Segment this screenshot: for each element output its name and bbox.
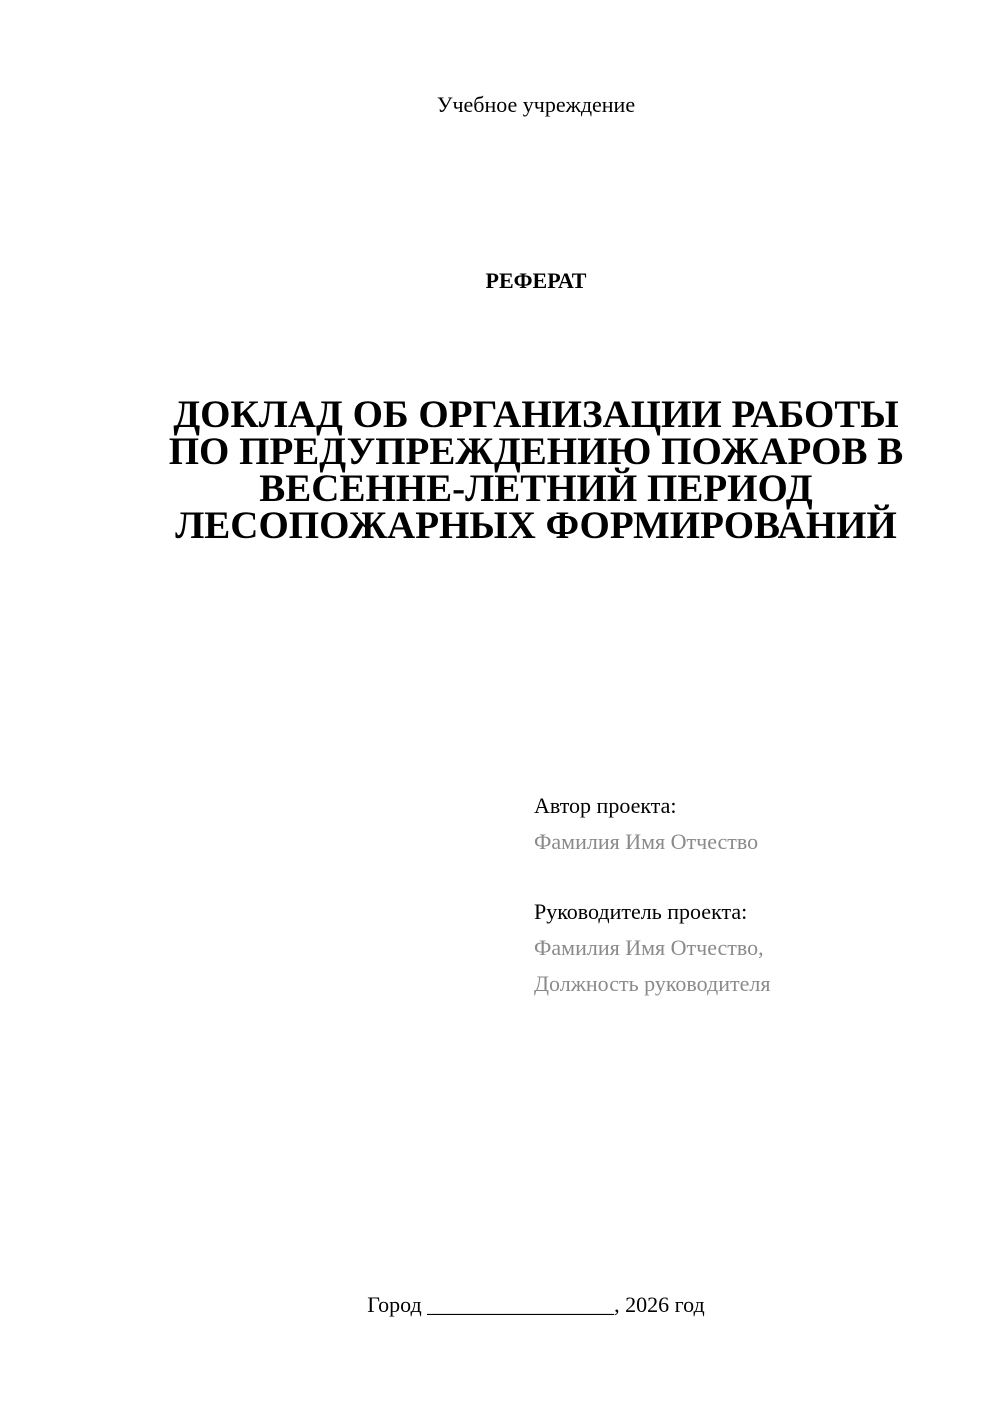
title-line: ВЕСЕННЕ-ЛЕТНИЙ ПЕРИОД [259, 467, 813, 510]
supervisor-label: Руководитель проекта: [534, 899, 748, 924]
title-line: ПО ПРЕДУПРЕЖДЕНИЮ ПОЖАРОВ В [168, 430, 904, 473]
title-line: ДОКЛАД ОБ ОРГАНИЗАЦИИ РАБОТЫ [173, 393, 899, 436]
author-label: Автор проекта: [534, 793, 677, 818]
credits-spacer [534, 860, 974, 894]
author-name: Фамилия Имя Отчество [534, 829, 759, 854]
institution-name: Учебное учреждение [436, 92, 636, 117]
title-line: ЛЕСОПОЖАРНЫХ ФОРМИРОВАНИЙ [175, 504, 897, 547]
supervisor-position: Должность руководителя [534, 971, 771, 996]
supervisor-name: Фамилия Имя Отчество, [534, 935, 764, 960]
document-type: РЕФЕРАТ [485, 268, 587, 293]
city-year-line: Город _________________, 2026 год [367, 1292, 705, 1317]
project-credits [534, 788, 974, 1002]
document-title [150, 393, 922, 547]
